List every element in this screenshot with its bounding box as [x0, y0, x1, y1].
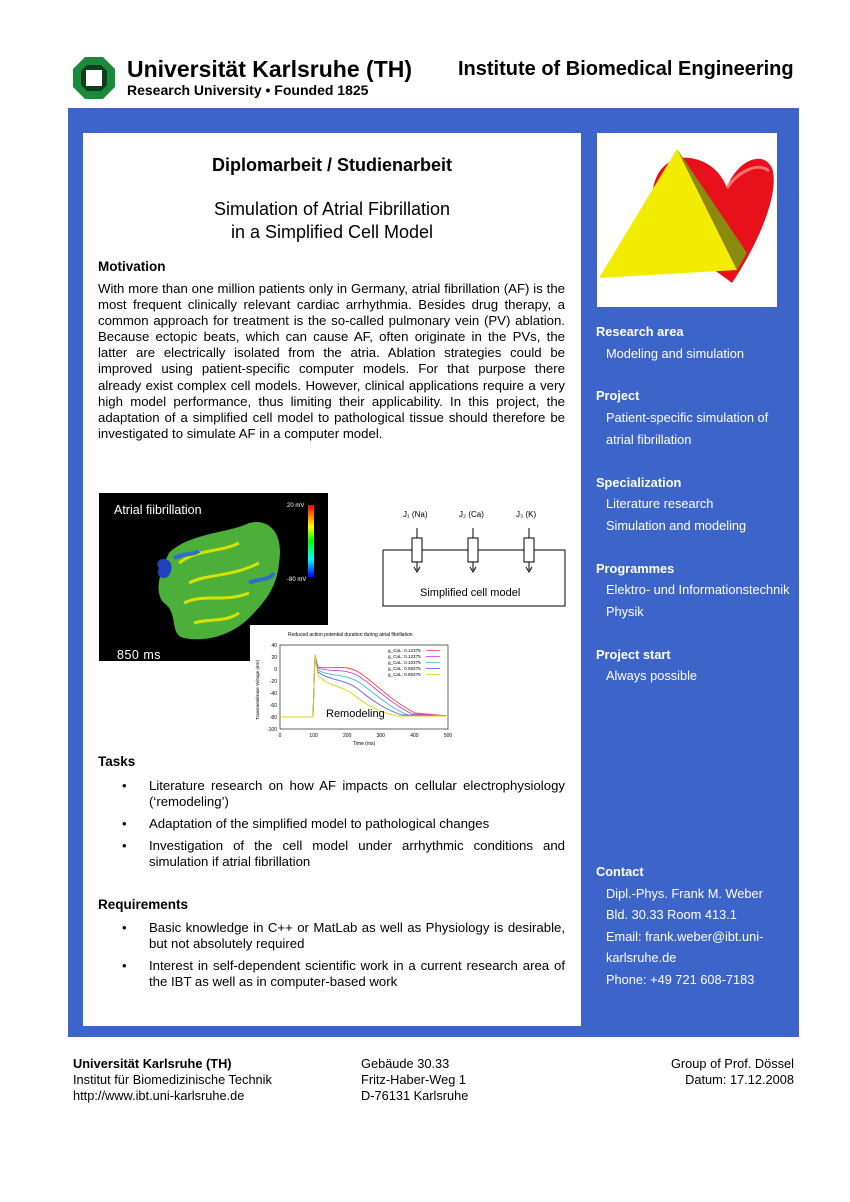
footer-website-link[interactable]: http://www.ibt.uni-karlsruhe.de: [73, 1088, 245, 1103]
footer-institute: Institut für Biomedizinische Technik: [73, 1072, 272, 1087]
y-axis-label: Transmembrane Voltage (mV): [255, 659, 260, 720]
institute-name: Institute of Biomedical Engineering: [458, 58, 794, 80]
legend-entry: g_CaL: 0.12375: [388, 648, 421, 653]
x-tick: 400: [410, 733, 419, 739]
x-axis-label: Time (ms): [352, 741, 376, 747]
contact-room: Bld. 30.33 Room 413.1: [606, 907, 737, 922]
list-item: • Basic knowledge in C++ or MatLab as well as Physiology is desirable, but not absolutely required: [122, 920, 565, 951]
programmes-line1: Elektro- und Informationstechnik: [606, 582, 790, 597]
af-time-label: 850 ms: [117, 648, 161, 662]
current-ca-label: J₂ (Ca): [459, 510, 484, 519]
contact-heading: Contact: [596, 864, 644, 879]
af-figure-label: Atrial fiibrillation: [114, 503, 202, 517]
tasks-list: [98, 778, 565, 876]
contact-name: Dipl.-Phys. Frank M. Weber: [606, 886, 763, 901]
specialization-line1: Literature research: [606, 496, 714, 511]
x-tick: 300: [376, 733, 385, 739]
project-start-value: Always possible: [606, 668, 698, 683]
y-tick: -100: [266, 727, 277, 733]
af-scale-bottom: -80 mV: [287, 577, 307, 583]
list-item: • Literature research on how AF impacts on cellular electrophysiology (‘remodeling’): [122, 778, 565, 809]
research-area-heading: Research area: [596, 324, 684, 339]
motivation-heading: Motivation: [98, 259, 166, 274]
y-tick: 40: [271, 643, 277, 649]
y-tick: 0: [274, 667, 277, 673]
y-tick: -20: [269, 679, 277, 685]
specialization-line2: Simulation and modeling: [606, 518, 747, 533]
footer-date: Datum: 17.12.2008: [685, 1072, 794, 1087]
tasks-heading: Tasks: [98, 754, 136, 769]
heart-image: [597, 133, 777, 307]
footer-building: Gebäude 30.33: [361, 1056, 450, 1071]
heart-triangle-icon: [597, 133, 777, 307]
university-logo: [72, 56, 116, 100]
project-start-heading: Project start: [596, 647, 671, 662]
thesis-title-line2: in a Simplified Cell Model: [230, 222, 434, 242]
programmes-line2: Physik: [606, 604, 644, 619]
remodeling-label: Remodeling: [326, 708, 385, 720]
x-tick: 500: [443, 733, 453, 739]
document-type: Diplomarbeit / Studienarbeit: [211, 155, 453, 175]
requirements-list: [98, 920, 565, 996]
list-item: • Investigation of the cell model under arrhythmic conditions and simulation if atrial fibrillation: [122, 838, 565, 869]
x-tick: 0: [278, 733, 282, 739]
current-k-label: J₃ (K): [516, 510, 537, 519]
list-item: • Interest in self-dependent scientific work in a current research area of the IBT as well as in computer-based work: [122, 958, 565, 989]
footer-city: D-76131 Karlsruhe: [361, 1088, 469, 1103]
legend-entry: g_CaL: 0.08375: [388, 666, 421, 671]
requirements-heading: Requirements: [98, 897, 189, 912]
programmes-heading: Programmes: [596, 561, 675, 576]
university-name: Universität Karlsruhe (TH): [127, 56, 413, 82]
footer-street: Fritz-Haber-Weg 1: [361, 1072, 467, 1087]
x-tick: 200: [343, 733, 352, 739]
legend-entry: g_CaL: 0.06375: [388, 672, 421, 677]
legend-entry: g_CaL: 0.10375: [388, 660, 421, 665]
contact-phone: Phone: +49 721 608-7183: [606, 972, 755, 987]
x-tick: 100: [309, 733, 318, 739]
specialization-heading: Specialization: [596, 475, 682, 490]
current-na-label: J₁ (Na): [403, 510, 428, 519]
cell-model-label: Simplified cell model: [420, 587, 521, 599]
project-heading: Project: [596, 388, 640, 403]
list-item: • Adaptation of the simplified model to pathological changes: [122, 816, 490, 831]
contact-email-line1[interactable]: Email: frank.weber@ibt.uni-: [606, 929, 764, 944]
af-scale-top: 20 mV: [287, 503, 305, 509]
legend-entry: g_CaL: 0.12375: [388, 654, 421, 659]
contact-email-line2[interactable]: karlsruhe.de: [606, 950, 677, 965]
y-tick: -80: [269, 715, 277, 721]
footer-university: Universität Karlsruhe (TH): [73, 1056, 232, 1071]
project-value-line1: Patient-specific simulation of: [606, 410, 769, 425]
research-area-value: Modeling and simulation: [606, 346, 745, 361]
y-tick: 20: [271, 655, 277, 661]
footer-group: Group of Prof. Dössel: [670, 1056, 794, 1071]
motivation-text: With more than one million patients only in Germany, atrial fibrillation (AF) is the most frequent clinically relevant cardiac arrhythmia. Besides drug therapy, a common approach for treatment is the so-called pulmonary vein (PV) ablation. Because ectopic beats, which can cause AF, often originate in the PVs, the latter are electrically isolated from the atria. Ablation strategies could be improved using patient-specific computer models. For that purpose there already exist complex cell models. However, clinical applications require a very high model performance, thus limiting their applicability. In this project, the adaptation of a simplified cell model to pathological tissue should therefore be investigated to simulate AF in a computer model.: [98, 281, 565, 441]
y-tick: -40: [269, 691, 277, 697]
remodeling-chart-title: Reduced action potential duration during atrial fibrillation: [288, 632, 413, 638]
thesis-title-line1: Simulation of Atrial Fibrillation: [213, 199, 451, 219]
university-subtitle: Research University • Founded 1825: [127, 82, 369, 98]
y-tick: -60: [269, 703, 277, 709]
project-value-line2: atrial fibrillation: [606, 432, 692, 447]
remodeling-chart: [250, 625, 462, 747]
